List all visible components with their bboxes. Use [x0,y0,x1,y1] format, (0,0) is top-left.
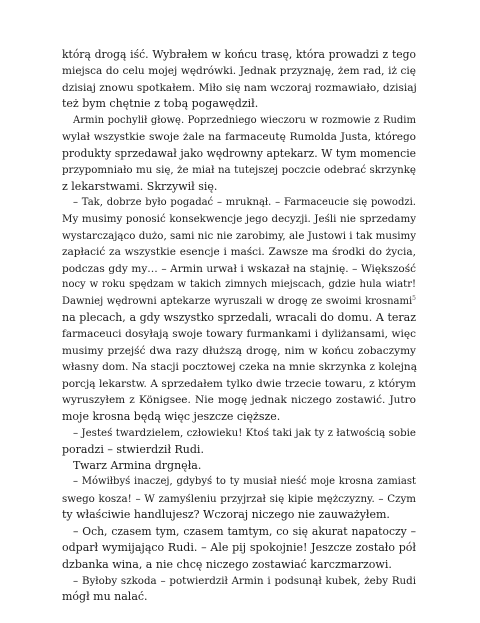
text-line-content: – Byłoby szkoda – potwierdził Armin i podsunął kubek, żeby Rudi [73,575,416,587]
text-line [62,195,416,211]
text-line [62,294,416,310]
text-line [62,409,416,425]
text-line-content: własny dom. Na stacji pocztowej czeka na mnie skrzynka z kolejną [62,361,417,374]
text-line-content: odparł wymijająco Rudi. – Ale pij spokojnie! Jeszcze zostało pół [62,541,416,555]
body-text [62,47,416,606]
text-line [62,80,416,96]
text-line-content: dzisiaj znowu spotkałem. Miło się nam wczoraj rozmawiało, dzisiaj [62,81,417,94]
text-line-content: na plecach, a gdy wszystko sprzedali, wracali do domu. A teraz [62,311,416,324]
text-line-content: zapłacić za wszystkie esencje i maści. Zawsze ma środki do życia, [62,246,416,259]
text-line [62,146,416,162]
text-line [62,179,416,195]
text-line [62,524,416,540]
text-line-content: mógł mu nalać. [62,590,148,604]
text-line [62,359,416,375]
text-line [62,96,416,112]
text-line [62,589,416,605]
text-line-content: którą drogą iść. Wybrałem w końcu trasę, która prowadzi z tego [62,48,416,61]
text-line-content: wystarczająco dużo, sami nic nie zarobimy, ale Justowi i tak musimy [62,229,416,242]
text-line-content: – Tak, dobrze było pogadać – mruknął. – Farmaceucie się powodzi. [73,196,416,208]
text-line [62,113,416,129]
text-line [62,244,416,260]
text-line [62,343,416,359]
text-line [62,458,416,474]
text-line-content: – Och, czasem tym, czasem tamtym, co się akurat napatoczy – [73,524,416,538]
text-line-content: ty właściwie handlujesz? Wczoraj niczego nie zauważyłem. [62,508,390,522]
text-line [62,392,416,408]
text-line-content: miejsca do celu mojej wędrówki. Jednak przyznaję, żem rad, iż cię [62,65,416,78]
text-line-content: My musimy ponosić konsekwencje jego decyzji. Jeśli nie sprzedamy [62,213,416,226]
text-line-content: wylał wszystkie swoje żale na farmaceutę Rumolda Justa, którego [62,131,416,144]
text-line-content: musimy przejść dwa razy dłuższą drogę, nim w końcu zobaczymy [62,344,416,357]
text-line [62,129,416,145]
text-line-content: też bym chętnie z tobą pogawędził. [62,97,259,111]
text-line-content: podczas gdy my… – Armin urwał i wskazał na stajnię. – Większość [62,262,416,275]
text-line [62,540,416,556]
text-line [62,474,416,490]
text-line-content: moje krosna będą więc jeszcze cięższe. [62,409,281,423]
text-line [62,557,416,573]
text-line-content: dzbanka wina, a nie chcę niczego zostawiać karczmarzowi. [62,557,392,571]
text-line [62,277,416,293]
text-line-content: porcją lekarstw. A sprzedałem tylko dwie trzecie towaru, z którym [62,377,416,390]
text-line [62,261,416,277]
text-line-content: wyruszyłem z Königsee. Nie mogę jednak niczego zostawić. Jutro [62,394,416,407]
text-line-content: farmaceuci dosyłają swoje towary furmankami i dyliżansami, więc [62,328,416,341]
text-line-content: swego kosza! – W zamyśleniu przyjrzał się kipie mężczyzny. – Czym [62,492,416,505]
text-line-content: Armin pochylił głowę. Poprzedniego wieczoru w rozmowie z Rudim [73,114,416,126]
text-line-content: przypomniało mu się, że miał na tutejszej poczcie odebrać skrzynkę [62,164,416,177]
text-line-content: Dawniej wędrowni aptekarze wyruszali w drogę ze swoimi krosnami [62,295,413,307]
text-line-content: nocy w roku spędzam w takich zimnych miejscach, gdzie hula wiatr! [62,279,416,291]
text-line [62,425,416,441]
text-line [62,228,416,244]
text-line-content: produkty sprzedawał jako wędrowny aptekarz. W tym momencie [62,146,416,160]
text-line-content: poradzi – stwierdził Rudi. [62,442,204,456]
text-line [62,491,416,507]
text-line [62,310,416,326]
text-line [62,63,416,79]
text-line [62,162,416,178]
footnote-marker: 5 [412,294,416,302]
text-line-content: – Jesteś twardzielem, człowieku! Ktoś taki jak ty z łatwością sobie [73,427,416,440]
text-line-content: Twarz Armina drgnęła. [73,458,202,472]
text-line [62,47,416,63]
text-line [62,573,416,589]
text-line [62,211,416,227]
text-line [62,376,416,392]
text-line [62,507,416,523]
text-line-content: z lekarstwami. Skrzywił się. [62,179,218,193]
text-line [62,442,416,458]
text-line [62,326,416,342]
text-line-content: – Mówiłbyś inaczej, gdybyś to ty musiał nieść moje krosna zamiast [73,476,416,488]
